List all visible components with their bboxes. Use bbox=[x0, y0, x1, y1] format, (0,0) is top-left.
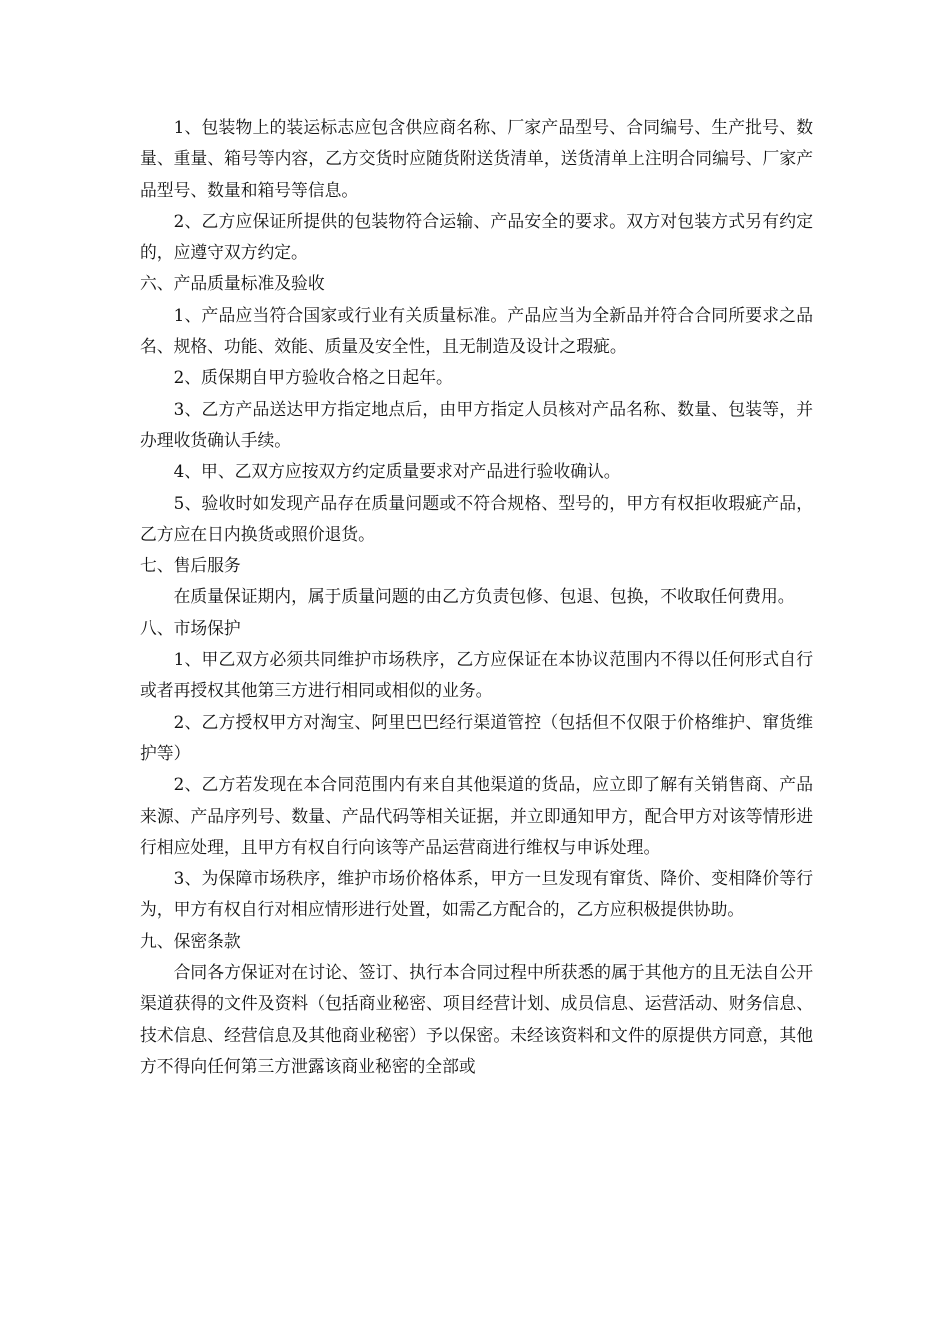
paragraph: 在质量保证期内，属于质量问题的由乙方负责包修、包退、包换，不收取任何费用。 bbox=[173, 586, 795, 607]
section-heading: 六、产品质量标准及验收 bbox=[140, 273, 325, 294]
section-heading: 九、保密条款 bbox=[140, 930, 241, 951]
paragraph: 3、为保障市场秩序，维护市场价格体系，甲方一旦发现有窜货、降价、变相降价等行为，甲方有权自行对相应情形进行处置，如需乙方配合的，乙方应积极提供协助。 bbox=[140, 868, 813, 920]
section-heading: 八、市场保护 bbox=[140, 617, 241, 638]
paragraph: 2、乙方若发现在本合同范围内有来自其他渠道的货品，应立即了解有关销售商、产品来源、产品序列号、数量、产品代码等相关证据，并立即通知甲方，配合甲方对该等情形进行相应处理，且甲方有权自行向该等产品运营商进行维权与申诉处理。 bbox=[140, 774, 813, 857]
paragraph: 2、乙方应保证所提供的包装物符合运输、产品安全的要求。双方对包装方式另有约定的，应遵守双方约定。 bbox=[140, 210, 813, 263]
paragraph: 3、乙方产品送达甲方指定地点后，由甲方指定人员核对产品名称、数量、包装等，并办理收货确认手续。 bbox=[140, 398, 813, 450]
paragraph: 1、甲乙双方必须共同维护市场秩序，乙方应保证在本协议范围内不得以任何形式自行或者再授权其他第三方进行相同或相似的业务。 bbox=[140, 649, 813, 701]
paragraph: 4、甲、乙双方应按双方约定质量要求对产品进行验收确认。 bbox=[173, 461, 621, 482]
paragraph: 1、包装物上的装运标志应包含供应商名称、厂家产品型号、合同编号、生产批号、数量、重量、箱号等内容，乙方交货时应随货附送货清单，送货清单上注明合同编号、厂家产品型号、数量和箱号等信息。 bbox=[140, 117, 813, 200]
paragraph: 5、验收时如发现产品存在质量问题或不符合规格、型号的，甲方有权拒收瑕疵产品，乙方应在日内换货或照价退货。 bbox=[140, 492, 813, 544]
paragraph: 2、乙方授权甲方对淘宝、阿里巴巴经行渠道管控（包括但不仅限于价格维护、窜货维护等） bbox=[140, 711, 813, 763]
paragraph: 2、质保期自甲方验收合格之日起年。 bbox=[173, 367, 453, 388]
paragraph: 合同各方保证对在讨论、签订、执行本合同过程中所获悉的属于其他方的且无法自公开渠道获得的文件及资料（包括商业秘密、项目经营计划、成员信息、运营活动、财务信息、技术信息、经营信息及其他商业秘密）予以保密。未经该资料和文件的原提供方同意，其他方不得向任何第三方泄露该商业秘密的全部或 bbox=[140, 962, 813, 1076]
section-heading: 七、售后服务 bbox=[140, 555, 241, 576]
paragraph: 1、产品应当符合国家或行业有关质量标准。产品应当为全新品并符合合同所要求之品名、规格、功能、效能、质量及安全性，且无制造及设计之瑕疵。 bbox=[140, 304, 813, 357]
document-page bbox=[140, 112, 813, 1082]
